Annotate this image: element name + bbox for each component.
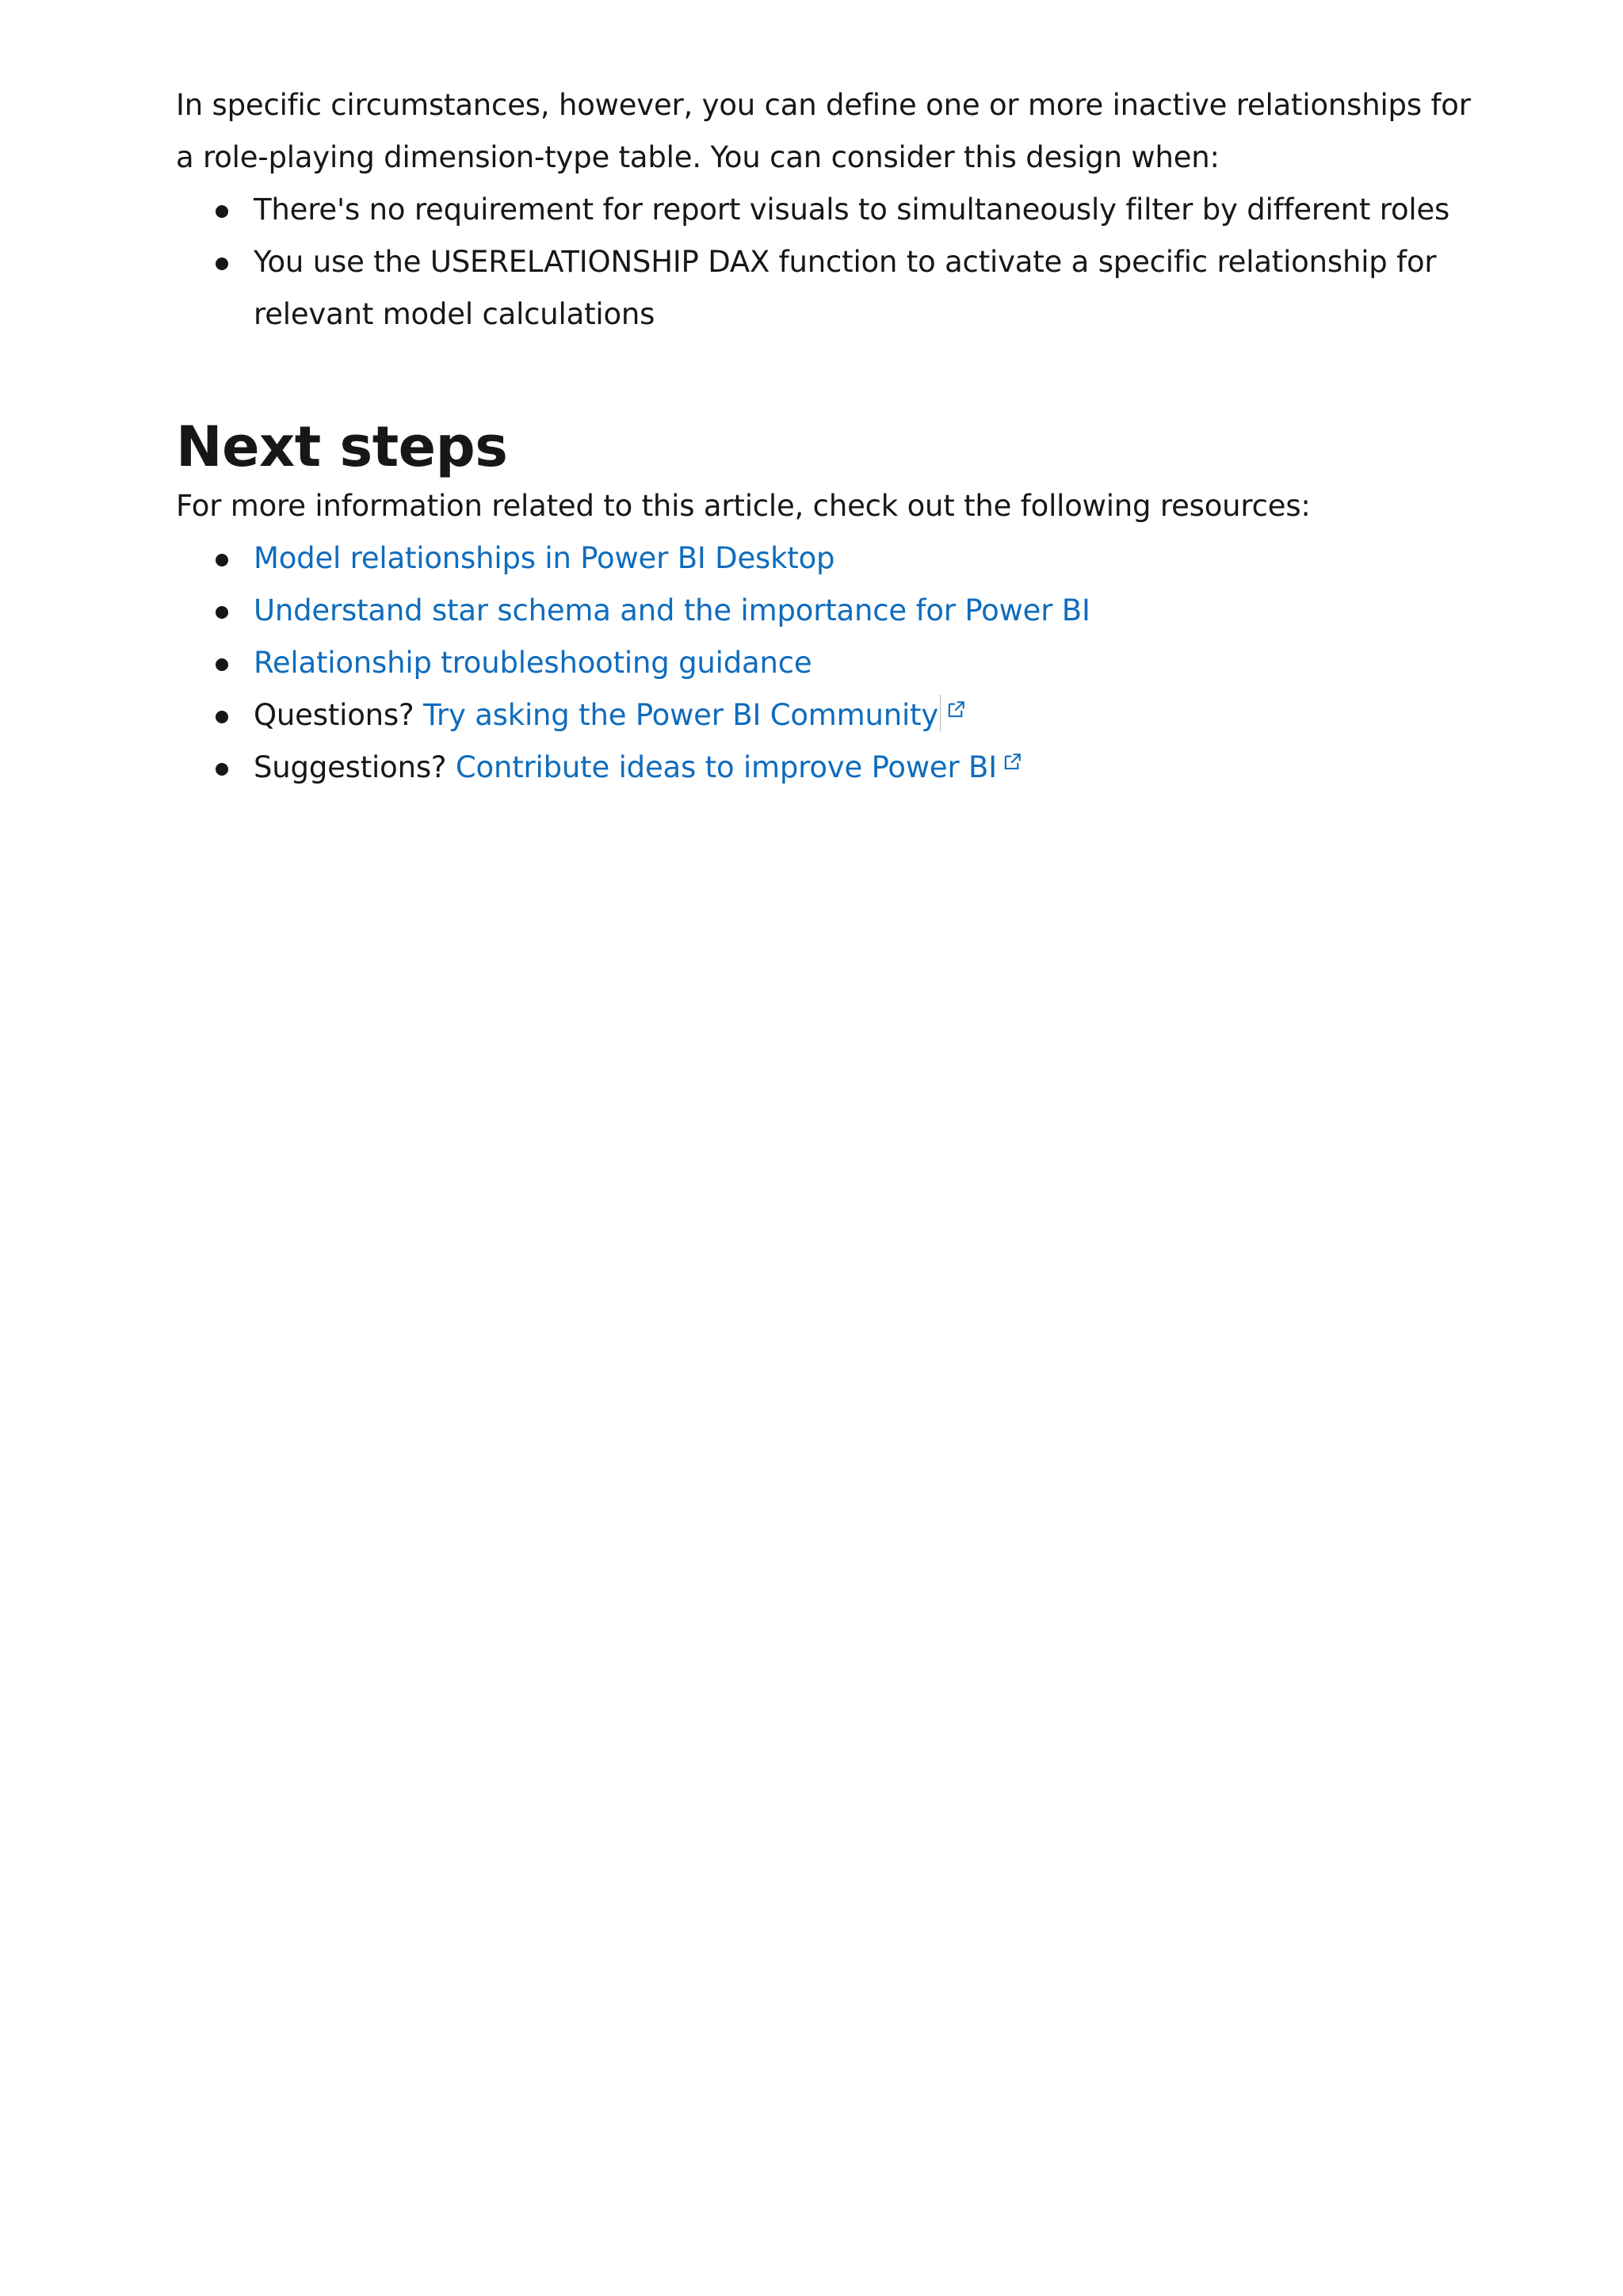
list-item (176, 184, 1476, 236)
list-item (176, 532, 1476, 585)
text-cursor (940, 695, 941, 731)
list-item (176, 585, 1476, 637)
list-item-text: There's no requirement for report visuals to simultaneously filter by different roles (254, 193, 1450, 227)
link-text: Contribute ideas to improve Power BI (455, 750, 997, 784)
link-star-schema[interactable]: Understand star schema and the importance for Power BI (254, 593, 1090, 627)
list-item (176, 637, 1476, 689)
bullet-icon (216, 205, 228, 218)
bullet-icon (216, 257, 228, 270)
bullet-icon (216, 606, 228, 619)
conditions-list (176, 184, 1476, 341)
questions-prefix: Questions? (254, 698, 423, 732)
article-content (176, 79, 1476, 794)
next-steps-heading: Next steps (176, 414, 508, 479)
link-relationship-troubleshooting[interactable]: Relationship troubleshooting guidance (254, 646, 812, 680)
intro-paragraph: In specific circumstances, however, you can define one or more inactive relationships for a role-playing dimension-type table. You can consider this design when: (176, 88, 1471, 174)
list-item-text: You use the USERELATIONSHIP DAX function to activate a specific relationship for relevant model calculations (254, 245, 1437, 331)
bullet-icon (216, 554, 228, 566)
list-item (176, 742, 1476, 794)
list-item (176, 689, 1476, 742)
resources-list (176, 532, 1476, 794)
suggestions-prefix: Suggestions? (254, 750, 456, 784)
bullet-icon (216, 711, 228, 723)
bullet-icon (216, 658, 228, 671)
list-item (176, 236, 1476, 341)
next-steps-intro: For more information related to this article, check out the following resources: (176, 489, 1311, 523)
bullet-icon (216, 763, 228, 776)
external-link-icon (945, 700, 966, 720)
link-power-bi-community[interactable] (423, 698, 966, 732)
link-text: Try asking the Power BI Community (422, 698, 939, 732)
link-contribute-ideas[interactable] (456, 750, 1022, 784)
link-model-relationships[interactable]: Model relationships in Power BI Desktop (254, 541, 835, 575)
external-link-icon (1002, 752, 1022, 772)
